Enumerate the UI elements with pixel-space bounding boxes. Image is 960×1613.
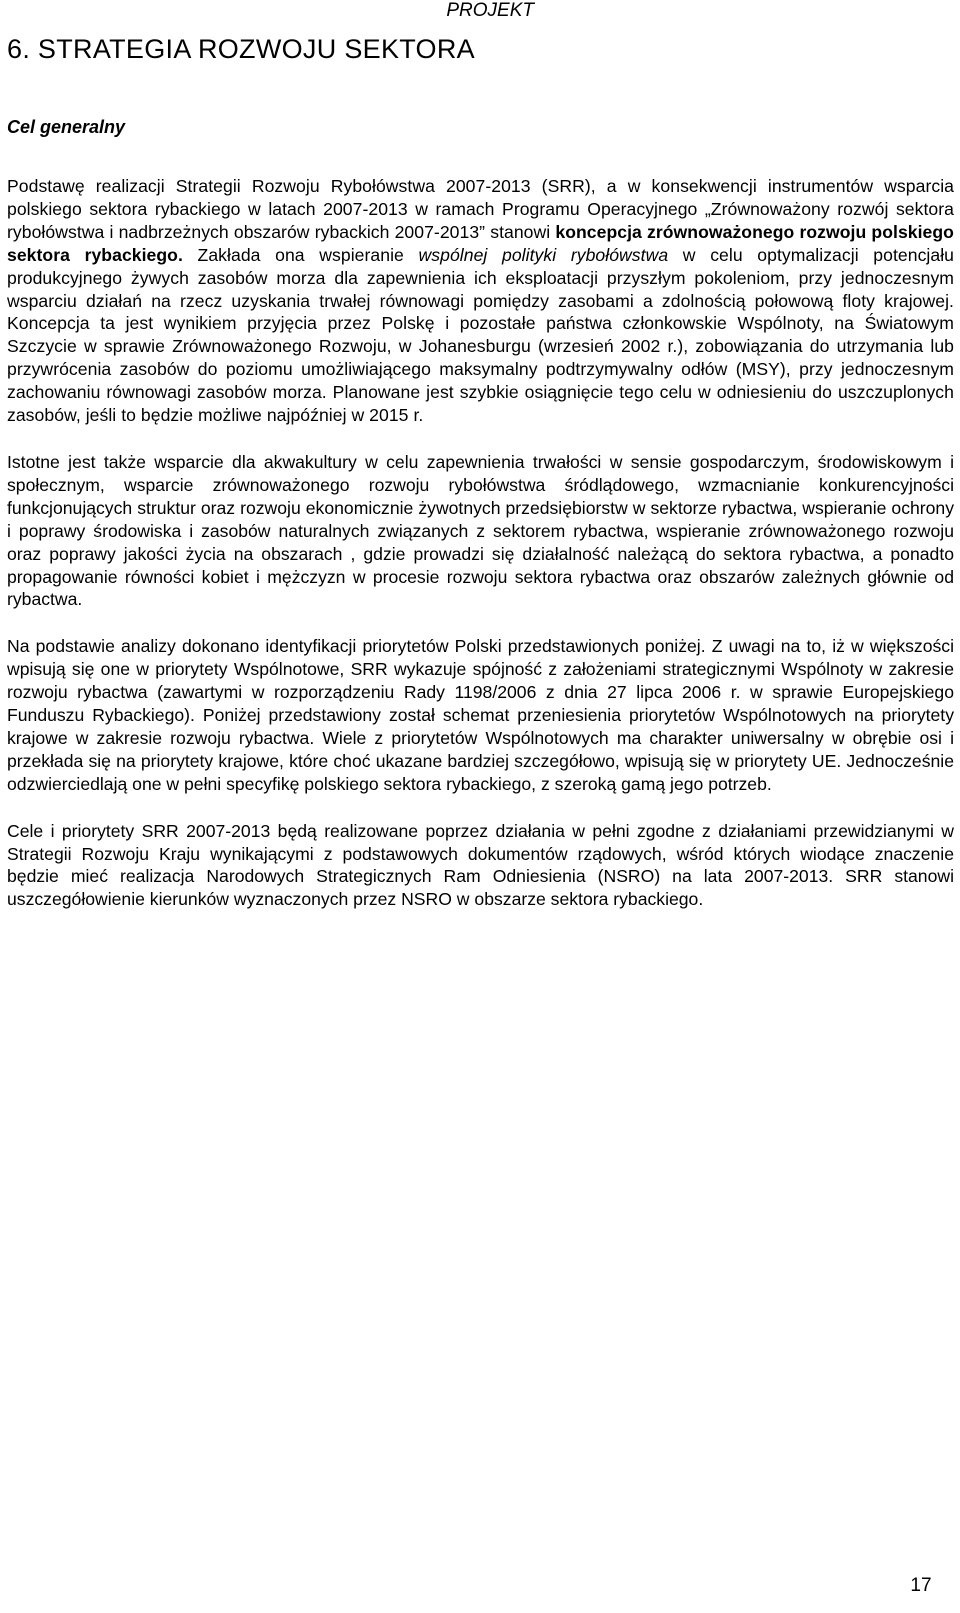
emphasis-common-fisheries-policy: wspólnej polityki rybołówstwa bbox=[418, 244, 669, 265]
paragraph-text: Zakłada ona wspieranie bbox=[182, 244, 419, 265]
paragraph-strategy-basis bbox=[7, 175, 954, 427]
page-number bbox=[0, 1575, 933, 1597]
paragraph-text: Podstawę realizacji Strategii Rozwoju Rybołówstwa 2007-2013 (SRR), a w konsekwencji instrumentów wsparcia polskiego sektora rybackiego w latach 2007-2013 w ramach Programu Operacyjnego „Zrównoważony rozwój sektora rybołówstwa i nadbrzeżnych obszarów rybackich 2007-2013” stanowi bbox=[7, 176, 954, 242]
document-body bbox=[7, 175, 954, 933]
paragraph-priorities: Na podstawie analizy dokonano identyfikacji priorytetów Polski przedstawionych poniżej. Z uwagi na to, iż w większości wpisują się one w priorytety Wspólnotowe, SRR wykazuje spójność z założeniami strategicznymi Wspólnoty w zakresie rozwoju rybactwa (zawartymi w rozporządzeniu Rady 1198/2006 z dnia 27 lipca 2006 r. w sprawie Europejskiego Funduszu Rybackiego). Poniżej przedstawiony został schemat przeniesienia priorytetów Wspólnotowych na priorytety krajowe w zakresie rozwoju rybactwa. Wiele z priorytetów Wspólnotowych ma charakter uniwersalny w obrębie osi i przekłada się na priorytety krajowe, które choć ukazane bardziej szczegółowo, wpisują się w priorytety UE. Jednocześnie odzwierciedlają one w pełni specyfikę polskiego sektora rybackiego, z szeroką gamą jego potrzeb. bbox=[7, 636, 954, 794]
page-number-value: 17 bbox=[910, 1575, 932, 1596]
paragraph-text: w celu optymalizacji potencjału produkcyjnego żywych zasobów morza dla zapewnienia ich eksploatacji przyszłym pokoleniom, przy jednoczesnym wsparciu działań na rzecz uzyskania trwałej równowagi pomiędzy zasobami a zdolnością połowową floty krajowej. Koncepcja ta jest wynikiem przyjęcia przez Polskę i pozostałe państwa członkowskie Wspólnoty, na Światowym Szczycie w sprawie Zrównoważonego Rozwoju, w Johanesburgu (wrzesień 2002 r.), zobowiązania do utrzymania lub przywrócenia zasobów do poziomu umożliwiającego maksymalny podtrzymywalny odłów (MSY), przy jednoczesnym zachowaniu równowagi zasobów morza. Planowane jest szybkie osiągnięcie tego celu w odniesieniu do uszczuplonych zasobów, jeśli to będzie możliwe najpóźniej w 2015 r. bbox=[7, 244, 955, 426]
paragraph-goals-implementation: Cele i priorytety SRR 2007-2013 będą realizowane poprzez działania w pełni zgodne z działaniami przewidzianymi w Strategii Rozwoju Kraju wynikającymi z podstawowych dokumentów rządowych, wśród których wiodące znaczenie będzie mieć realizacja Narodowych Strategicznych Ram Odniesienia (NSRO) na lata 2007-2013. SRR stanowi uszczegółowienie kierunków wyznaczonych przez NSRO w obszarze sektora rybackiego. bbox=[7, 820, 954, 910]
emphasis-concept: koncepcja zrównoważonego rozwoju polskiego sektora rybackiego. bbox=[7, 221, 954, 265]
paragraph-aquaculture: Istotne jest także wsparcie dla akwakultury w celu zapewnienia trwałości w sensie gospodarczym, środowiskowym i społecznym, wsparcie zrównoważonego rozwoju rybołówstwa śródlądowego, wzmacnianie konkurencyjności funkcjonujących struktur oraz rozwoju ekonomicznie żywotnych przedsiębiorstw w sektorze rybactwa, wspieranie ochrony i poprawy środowiska i zasobów naturalnych związanych z sektorem rybactwa, wspieranie zrównoważonego rozwoju oraz poprawy jakości życia na obszarach , gdzie prowadzi się działalność należącą do sektora rybactwa, a ponadto propagowanie równości kobiet i mężczyzn w procesie rozwoju sektora rybactwa oraz obszarów zależnych głównie od rybactwa. bbox=[7, 451, 954, 610]
draft-label: PROJEKT bbox=[446, 0, 534, 21]
subheading-general-goal: Cel generalny bbox=[7, 117, 126, 137]
section-title: 6. STRATEGIA ROZWOJU SEKTORA bbox=[7, 34, 475, 64]
